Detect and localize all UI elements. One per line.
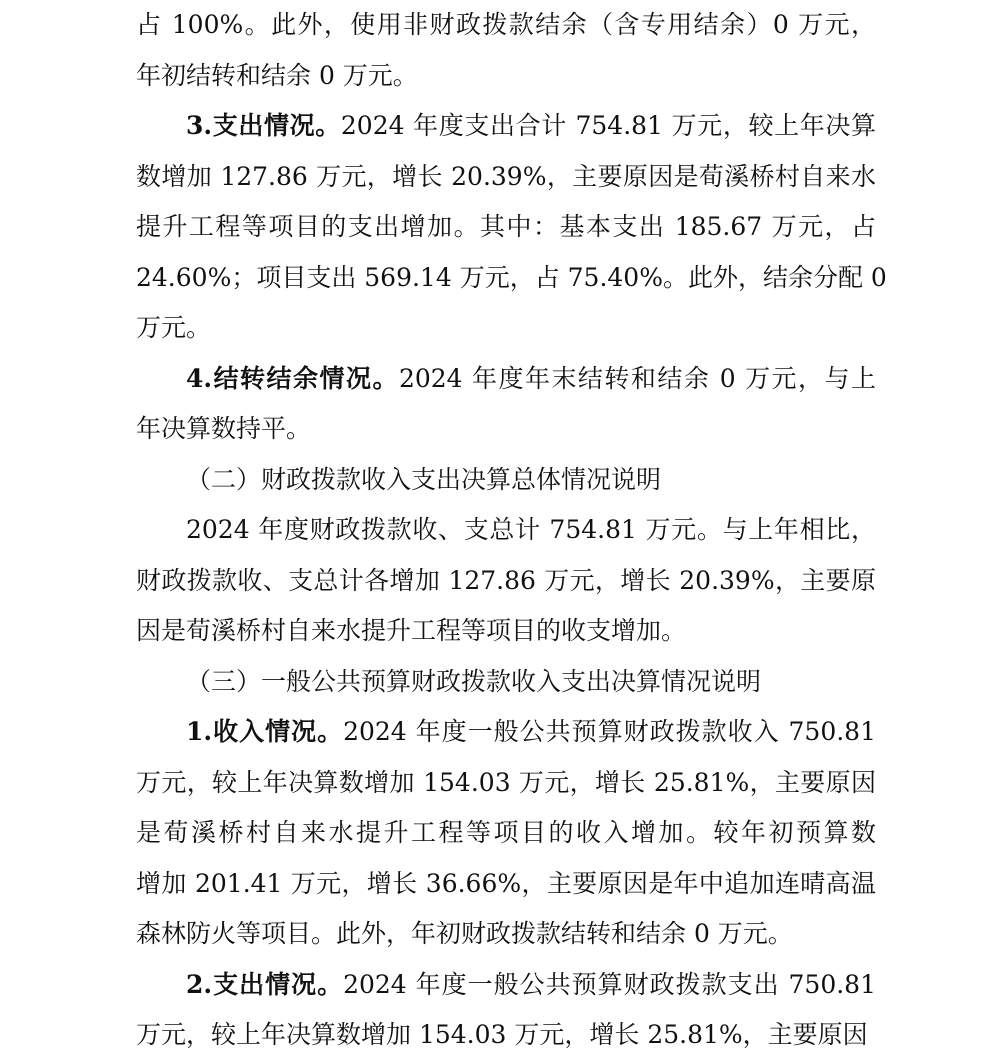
text-line xyxy=(136,556,876,607)
line-text: 增加 201.41 万元，增长 36.66%，主要原因是年中追加连晴高温 xyxy=(136,868,876,898)
text-line xyxy=(136,0,876,51)
paragraph xyxy=(136,960,876,1061)
line-text: 因是荀溪桥村自来水提升工程等项目的收支增加。 xyxy=(136,616,687,645)
document-body xyxy=(136,0,887,1061)
section-heading: 1.收入情况。 xyxy=(186,717,344,746)
line-text: 2024 年度财政拨款收、支总计 754.81 万元。与上年相比， xyxy=(186,515,876,544)
text-line xyxy=(136,859,876,910)
line-text: 万元，较上年决算数增加 154.03 万元，增长 25.81%，主要原因 xyxy=(136,767,876,797)
text-line xyxy=(136,455,876,506)
text-line xyxy=(136,657,876,708)
line-text: 万元，较上年决算数增加 154.03 万元，增长 25.81%，主要原因 xyxy=(136,1020,868,1049)
text-line xyxy=(136,51,876,102)
text-line xyxy=(136,505,876,556)
paragraph xyxy=(136,101,887,354)
line-text: 年决算数持平。 xyxy=(136,414,312,443)
line-text: 提升工程等项目的支出增加。其中：基本支出 185.67 万元，占 xyxy=(136,212,876,241)
line-text: 占 100%。此外，使用非财政拨款结余（含专用结余）0 万元， xyxy=(136,10,876,39)
line-text: 2024 年度年末结转和结余 0 万元，与上 xyxy=(398,363,877,393)
paragraph xyxy=(136,707,876,960)
line-text: 财政拨款收、支总计各增加 127.86 万元，增长 20.39%，主要原 xyxy=(136,565,876,595)
paragraph xyxy=(136,455,876,506)
paragraph xyxy=(136,0,876,101)
line-text: 2024 年度支出合计 754.81 万元，较上年决算 xyxy=(340,111,876,140)
text-line xyxy=(136,909,876,960)
paragraph xyxy=(136,505,876,657)
line-text: 2024 年度一般公共预算财政拨款收入 750.81 xyxy=(343,717,876,746)
paragraph xyxy=(136,354,876,455)
text-line xyxy=(136,152,876,203)
text-line xyxy=(136,253,887,304)
line-text: 森林防火等项目。此外，年初财政拨款结转和结余 0 万元。 xyxy=(136,919,793,948)
text-line xyxy=(136,960,876,1011)
text-line xyxy=(136,101,876,152)
line-text: 24.60%；项目支出 569.14 万元，占 75.40%。此外，结余分配 0 xyxy=(136,262,887,292)
line-text: 是荀溪桥村自来水提升工程等项目的收入增加。较年初预算数 xyxy=(136,818,876,847)
text-line xyxy=(136,1010,876,1061)
line-text: 年初结转和结余 0 万元。 xyxy=(136,60,418,90)
section-heading: 4.结转结余情况。 xyxy=(186,363,399,393)
line-text: （二）财政拨款收入支出决算总体情况说明 xyxy=(186,464,662,494)
text-line xyxy=(136,354,876,405)
text-line xyxy=(136,303,876,354)
text-line xyxy=(136,202,876,253)
section-heading: 3.支出情况。 xyxy=(186,111,341,140)
text-line xyxy=(136,808,876,859)
paragraph xyxy=(136,657,876,708)
line-text: 数增加 127.86 万元，增长 20.39%，主要原因是荀溪桥村自来水 xyxy=(136,161,876,191)
text-line xyxy=(136,404,876,455)
line-text: 2024 年度一般公共预算财政拨款支出 750.81 xyxy=(343,969,876,999)
section-heading: 2.支出情况。 xyxy=(186,969,344,999)
line-text: （三）一般公共预算财政拨款收入支出决算情况说明 xyxy=(186,666,762,696)
line-text: 万元。 xyxy=(136,313,212,342)
text-line xyxy=(136,758,876,809)
text-line xyxy=(136,606,876,657)
text-line xyxy=(136,707,876,758)
